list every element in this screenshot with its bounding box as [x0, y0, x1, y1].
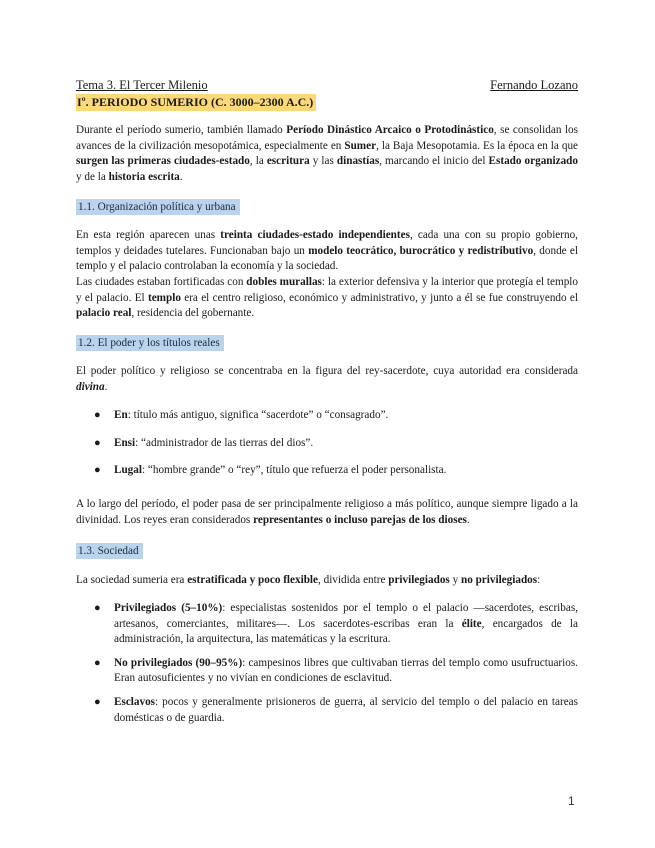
titles-list	[76, 408, 578, 479]
header-topic: Tema 3. El Tercer Milenio	[76, 78, 208, 92]
bullet-icon: ●	[94, 409, 101, 421]
bullet-icon: ●	[94, 602, 101, 614]
list-item: ● En: título más antiguo, significa “sacerdote” o “consagrado”.	[76, 408, 578, 424]
list-item: ● Ensi: “administrador de las tierras del dios”.	[76, 436, 578, 452]
list-item: ● No privilegiados (90–95%): campesinos libres que cultivaban tierras del templo como usufructuarios. Eran autosuficientes y no vivían en condiciones de esclavitud.	[94, 656, 578, 685]
page-header	[76, 78, 578, 94]
bullet-icon: ●	[94, 656, 101, 669]
list-item: ● Esclavos: pocos y generalmente prisioneros de guerra, al servicio del templo o del palacio en tareas domésticas o de guardia.	[94, 695, 578, 724]
intro-paragraph: Durante el período sumerio, también llamado Período Dinástico Arcaico o Protodinástico, se consolidan los avances de la civilización mesopotámica, especialmente en Sumer, la Baja Mesopotamia. Es la época en la que surgen las primeras ciudades-estado, la escritura y las dinastías, marcando el inicio del Estado organizado y de la historia escrita.	[76, 124, 578, 183]
section-heading-organizacion: 1.1. Organización política y urbana	[76, 199, 240, 215]
page-number: 1	[568, 794, 575, 808]
section-heading-sociedad: 1.3. Sociedad	[76, 543, 143, 559]
header-author: Fernando Lozano	[490, 78, 578, 92]
organizacion-paragraph-2: Las ciudades estaban fortificadas con dobles murallas: la exterior defensiva y la interior que protegía el templo y el palacio. El templo era el centro religioso, económico y administrativo, y junto a él se fue construyendo el palacio real, residencia del gobernante.	[76, 276, 578, 320]
bullet-icon: ●	[94, 695, 101, 708]
main-title: Iº. PERIODO SUMERIO (C. 3000–2300 A.C.)	[76, 94, 316, 111]
poder-paragraph-2: A lo largo del período, el poder pasa de ser principalmente religioso a más político, aunque siempre ligado a la divinidad. Los reyes eran considerados representantes o incluso parejas de los dioses.	[76, 498, 578, 526]
list-item: ● Privilegiados (5–10%): especialistas sostenidos por el templo o el palacio —sacerdotes, escribas, artesanos, comerciantes, militares—. Los sacerdotes-escribas eran la élite, encargados de la administración, la arquitectura, las matemáticas y la escritura.	[94, 602, 578, 646]
bullet-icon: ●	[94, 464, 101, 477]
social-classes-list	[76, 601, 578, 726]
poder-paragraph-1: El poder político y religioso se concentraba en la figura del rey-sacerdote, cuya autoridad era considerada divina.	[76, 365, 578, 393]
section-heading-poder: 1.2. El poder y los títulos reales	[76, 335, 224, 351]
list-item: ● Lugal: “hombre grande” o “rey”, título que refuerza el poder personalista.	[76, 463, 578, 479]
organizacion-paragraph-1: En esta región aparecen unas treinta ciudades-estado independientes, cada una con su propio gobierno, templos y deidades tutelares. Funcionaban bajo un modelo teocrático, burocrático y redistributivo, donde el templo y el palacio controlaban la economía y la sociedad.	[76, 229, 578, 273]
sociedad-paragraph: La sociedad sumeria era estratificada y poco flexible, dividida entre privilegiados y no privilegiados:	[76, 574, 541, 586]
bullet-icon: ●	[94, 436, 101, 449]
